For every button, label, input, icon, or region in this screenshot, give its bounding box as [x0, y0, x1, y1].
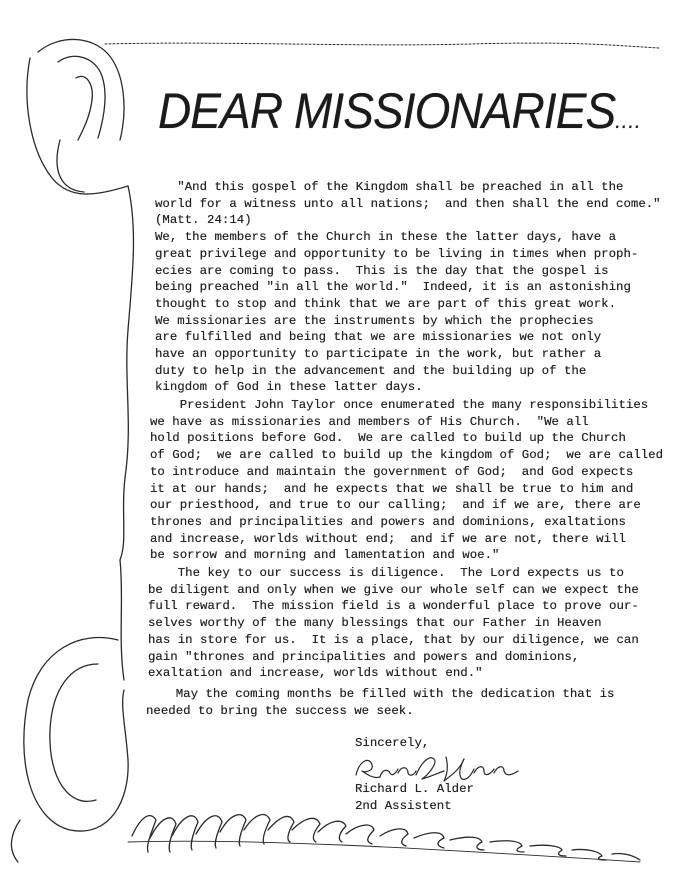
paragraph-coming-months: May the coming months be filled with the dedication that is needed to bring the success we seek. [146, 687, 615, 718]
closing-salutation: Sincerely, [355, 736, 430, 750]
letter-title [158, 82, 642, 140]
signer-block [355, 781, 474, 814]
paragraph-gospel: "And this gospel of the Kingdom shall be preached in all the world for a witness unto all nations; and then shall the end come." (Matt. 24:14) We, the members of the Church in these the latter days, have a great privilege and opportunity to be living in times when proph- ecies are coming to pass. This is the day that the gospel is being preached "in all the world." Indeed, it is an astonishing thought to stop and think that we are part of this great work. We missionaries are the instruments by which the prophecies are fulfilled and being that we are missionaries we not only have an opportunity to participate in the work, but rather a duty to help in the advancement and the building up of the kingdom of God in these latter days. [155, 180, 661, 395]
signer-title: 2nd Assistent [355, 798, 452, 813]
paragraph-john-taylor: President John Taylor once enumerated the many responsibilities we have as missionaries and members of His Church. "We all hold positions before God. We are called to build up the Church of God; we are called to build up the kingdom of God; we are called to introduce and maintain the government of God; and God expects it at our hands; and he expects that we shall be true to him and our priesthood, and true to our calling; and if we are, there are thrones and principalities and powers and dominions, exaltations and increase, worlds without end; and if we are not, there will be sorrow and morning and lamentation and woe." [150, 398, 664, 563]
handwritten-signature-icon [352, 751, 522, 785]
letter-title-text: DEAR MISSIONARIES [158, 83, 616, 139]
paragraph-diligence: The key to our success is diligence. The Lord expects us to be diligent and only when we give our whole self can we expect the full reward. The mission field is a wonderful place to prove our- selves worthy of the many blessings that our Father in Heaven has in store for us. It is a place, that by our diligence, we can gain "thrones and principalities and powers and dominions, exaltation and increase, worlds without end." [148, 566, 639, 681]
signer-name: Richard L. Alder [355, 782, 474, 796]
title-trailing-dots: .... [615, 108, 642, 133]
